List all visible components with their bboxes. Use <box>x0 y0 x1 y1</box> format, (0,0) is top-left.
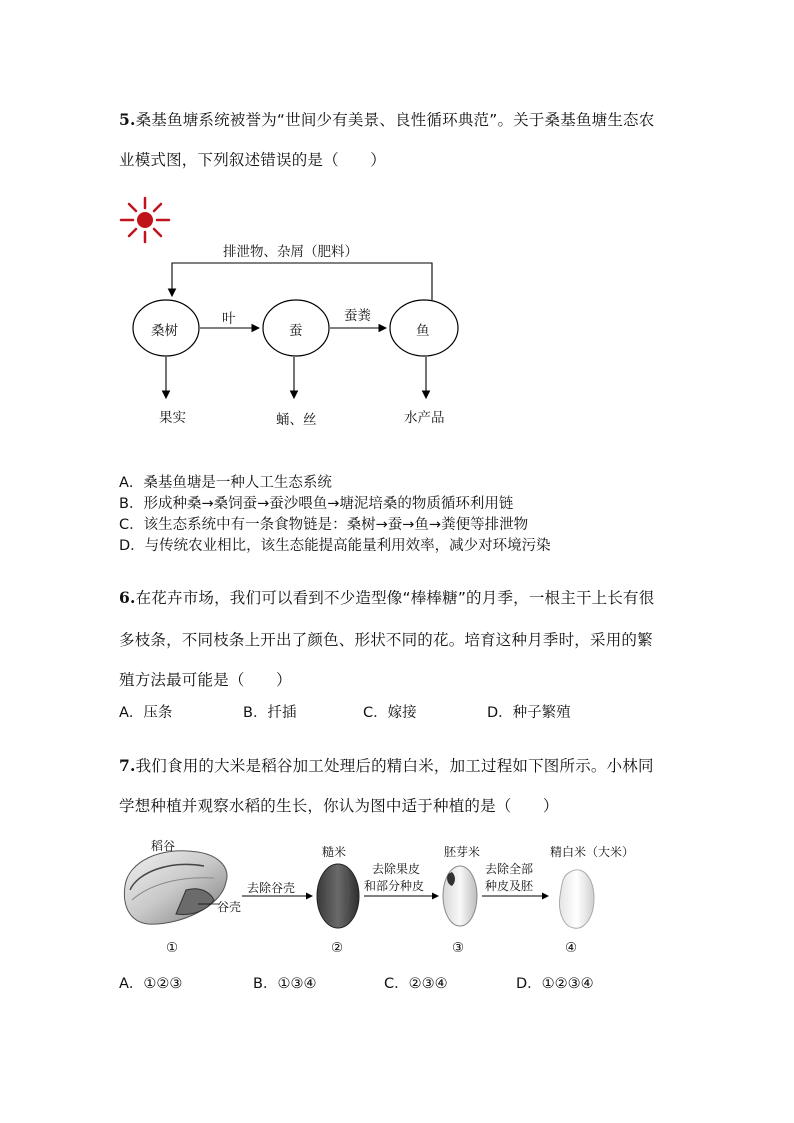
label-germ-rice: 胚芽米 <box>444 845 481 859</box>
q6-option-b[interactable]: B．扦插 <box>243 705 297 721</box>
germ-rice-image <box>443 866 477 926</box>
step-remove-pericarp-2: 和部分种皮 <box>364 879 425 893</box>
q5-option-c[interactable]: C．该生态系统中有一条食物链是：桑树→蚕→鱼→粪便等排泄物 <box>119 517 529 533</box>
label-paddy: 稻谷 <box>151 839 176 853</box>
q6-number: 6. <box>119 588 136 607</box>
q6-option-d[interactable]: D．种子繁殖 <box>487 705 571 721</box>
q5-option-a[interactable]: A．桑基鱼塘是一种人工生态系统 <box>119 475 332 491</box>
polished-rice-image <box>560 870 594 928</box>
q6-stem-line1: 6.在花卉市场，我们可以看到不少造型像“棒棒糖”的月季，一根主干上长有很 <box>119 588 655 607</box>
label-polished-rice: 精白米（大米） <box>550 845 635 859</box>
q7-option-c[interactable]: C．②③④ <box>384 976 448 992</box>
arrow-label-leaf: 叶 <box>222 311 236 327</box>
q7-option-b[interactable]: B．①③④ <box>253 976 317 992</box>
q7-stem-line1: 7.我们食用的大米是稻谷加工处理后的精白米，加工过程如下图所示。小林同 <box>119 756 654 775</box>
diagram-top-label: 排泄物、杂屑（肥料） <box>223 244 358 260</box>
brown-rice-image <box>317 864 359 928</box>
q7-option-a[interactable]: A．①②③ <box>119 976 183 992</box>
node-label-fish: 鱼 <box>416 323 430 339</box>
q5-option-d[interactable]: D．与传统农业相比，该生态能提高能量利用效率，减少对环境污染 <box>119 538 551 554</box>
q5-stem-line1: 5.桑基鱼塘系统被誉为“世间少有美景、良性循环典范”。关于桑基鱼塘生态农 <box>119 110 655 129</box>
q6-stem-line3: 殖方法最可能是（ ） <box>119 671 292 689</box>
step-remove-husk: 去除谷壳 <box>247 881 296 895</box>
q7-stem-line2: 学想种植并观察水稻的生长，你认为图中适于种植的是（ ） <box>119 797 559 815</box>
q6-option-a[interactable]: A．压条 <box>119 705 173 721</box>
label-husk: 谷壳 <box>217 900 242 914</box>
q5-stem-line2: 业模式图，下列叙述错误的是（ ） <box>119 151 386 169</box>
step-remove-all-1: 去除全部 <box>485 862 534 876</box>
step-remove-pericarp-1: 去除果皮 <box>372 862 421 876</box>
q6-stem-line2: 多枝条，不同枝条上开出了颜色、形状不同的花。培育这种月季时，采用的繁 <box>119 631 653 649</box>
label-brown-rice: 糙米 <box>322 845 347 859</box>
output-fruit: 果实 <box>159 410 186 426</box>
q7-option-d[interactable]: D．①②③④ <box>516 976 594 992</box>
q6-option-c[interactable]: C．嫁接 <box>363 705 417 721</box>
q5-number: 5. <box>119 110 136 129</box>
figure-number-2: ② <box>331 940 344 956</box>
node-label-mulberry: 桑树 <box>151 323 178 339</box>
q7-number: 7. <box>119 756 136 775</box>
figure-number-3: ③ <box>452 940 465 956</box>
q5-option-b[interactable]: B．形成种桑→桑饲蚕→蚕沙喂鱼→塘泥培桑的物质循环利用链 <box>119 496 514 512</box>
step-remove-all-2: 种皮及胚 <box>485 879 534 893</box>
paddy-grain-image <box>124 851 227 924</box>
figure-number-4: ④ <box>565 940 578 956</box>
output-silk: 蛹、丝 <box>276 412 317 428</box>
figure-number-1: ① <box>166 940 179 956</box>
output-aquatic: 水产品 <box>404 410 445 426</box>
node-label-silkworm: 蚕 <box>289 323 303 339</box>
arrow-label-feces: 蚕粪 <box>344 308 371 324</box>
